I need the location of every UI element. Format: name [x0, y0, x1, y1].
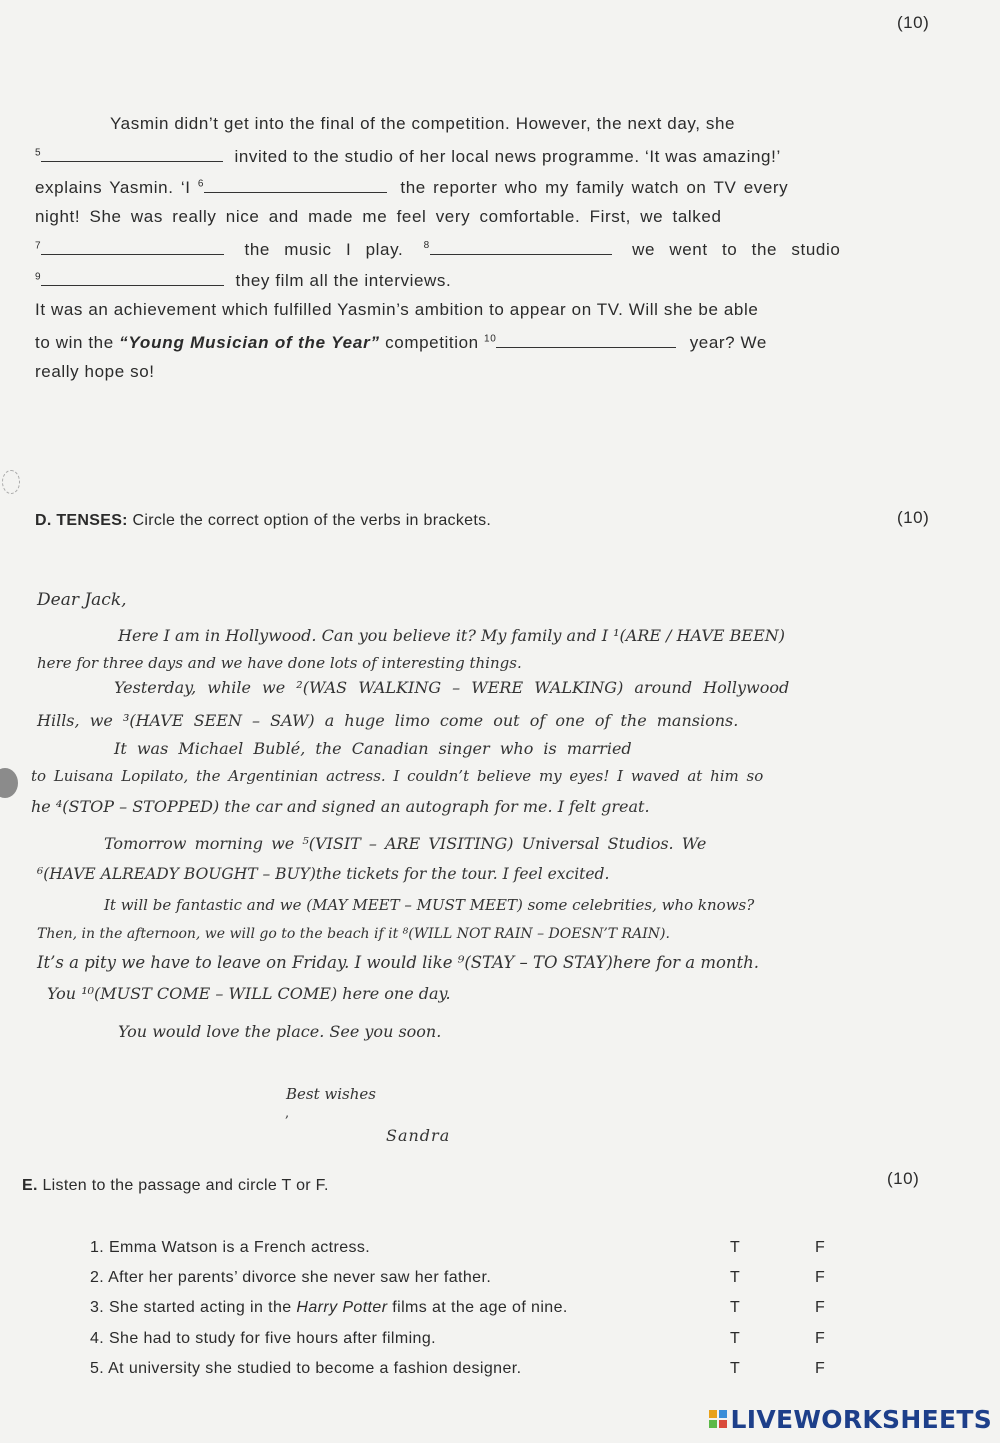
- section-e-heading: E. Listen to the passage and circle T or F.: [22, 1177, 329, 1194]
- section-d-heading: D. TENSES: Circle the correct option of the verbs in brackets.: [35, 512, 492, 529]
- passage-line-1: Yasmin didn’t get into the final of the competition. However, the next day, she: [110, 114, 736, 133]
- tf-item-4-false[interactable]: F: [815, 1330, 825, 1347]
- blank-10[interactable]: [496, 331, 676, 348]
- tf-item-3: 3. She started acting in the Harry Potter films at the age of nine.: [90, 1299, 568, 1316]
- letter-line-13[interactable]: You ¹⁰(MUST COME – WILL COME) here one day.: [47, 984, 451, 1003]
- blank-8-number: 8: [423, 240, 430, 252]
- logo-square: [709, 1410, 717, 1418]
- letter-line-10[interactable]: It will be fantastic and we (MAY MEET – MUST MEET) some celebrities, who knows?: [104, 896, 755, 914]
- passage-line-8: to win the “Young Musician of the Year” competition $^{10}$ year? We: [35, 333, 767, 352]
- section-d-score: (10): [897, 508, 930, 527]
- tf-item-5: 5. At university she studied to become a fashion designer.: [90, 1360, 522, 1377]
- logo-square: [719, 1420, 727, 1428]
- blank-6-number: 6: [197, 178, 205, 190]
- blank-7[interactable]: [41, 238, 224, 255]
- letter-closing-comma: ,: [285, 1106, 290, 1121]
- letter-line-4[interactable]: Hills, we ³(HAVE SEEN – SAW) a huge limo come out of one of the mansions.: [37, 711, 739, 730]
- harry-potter-title: Harry Potter: [296, 1299, 388, 1316]
- letter-line-7[interactable]: he ⁴(STOP – STOPPED) the car and signed an autograph for me. I felt great.: [31, 797, 650, 816]
- passage-line-7: It was an achievement which fulfilled Yasmin’s ambition to appear on TV. Will she be able: [35, 300, 759, 319]
- passage-line-9: really hope so!: [35, 362, 155, 381]
- letter-line-1[interactable]: Here I am in Hollywood. Can you believe it? My family and I ¹(ARE / HAVE BEEN): [118, 626, 785, 645]
- blank-9-number: 9: [35, 271, 42, 283]
- edge-mark: [2, 470, 20, 494]
- tf-item-2-false[interactable]: F: [815, 1269, 825, 1286]
- tf-item-4: 4. She had to study for five hours after filming.: [90, 1330, 436, 1347]
- tf-item-4-true[interactable]: T: [730, 1330, 740, 1347]
- letter-greeting: Dear Jack,: [37, 590, 127, 610]
- passage-line-5: $^7$ the music I play. $^8$ we went to the studio: [35, 240, 841, 259]
- liveworksheets-logo: [709, 1405, 992, 1433]
- letter-line-2: here for three days and we have done lots of interesting things.: [37, 654, 522, 672]
- passage-line-3: explains Yasmin. ‘I $^6$ the reporter who my family watch on TV every: [35, 178, 789, 197]
- logo-text: LIVEWORKSHEETS: [730, 1404, 992, 1434]
- letter-line-6: to Luisana Lopilato, the Argentinian actress. I couldn’t believe my eyes! I waved at him so: [31, 767, 764, 785]
- letter-line-12[interactable]: It’s a pity we have to leave on Friday. I would like ⁹(STAY – TO STAY)here for a month.: [37, 953, 760, 972]
- letter-line-8[interactable]: Tomorrow morning we ⁵(VISIT – ARE VISITING) Universal Studios. We: [104, 834, 707, 853]
- tf-item-1-true[interactable]: T: [730, 1239, 740, 1256]
- passage-line-4: night! She was really nice and made me feel very comfortable. First, we talked: [35, 207, 722, 226]
- tf-item-5-false[interactable]: F: [815, 1360, 825, 1377]
- section-e-score: (10): [887, 1169, 920, 1188]
- logo-square: [719, 1410, 727, 1418]
- tf-item-3-false[interactable]: F: [815, 1299, 825, 1316]
- competition-title: “Young Musician of the Year”: [119, 333, 380, 352]
- tf-item-2-true[interactable]: T: [730, 1269, 740, 1286]
- letter-line-3[interactable]: Yesterday, while we ²(WAS WALKING – WERE WALKING) around Hollywood: [114, 678, 790, 697]
- section-c-score: (10): [897, 13, 930, 32]
- letter-line-14: You would love the place. See you soon.: [118, 1022, 442, 1041]
- letter-line-11[interactable]: Then, in the afternoon, we will go to the beach if it ⁸(WILL NOT RAIN – DOESN’T RAIN).: [37, 926, 670, 942]
- letter-line-5: It was Michael Bublé, the Canadian singer who is married: [114, 739, 632, 758]
- punch-hole: [0, 768, 18, 798]
- blank-7-number: 7: [35, 240, 42, 252]
- passage-line-2: $^5$ invited to the studio of her local news programme. ‘It was amazing!’: [35, 147, 781, 166]
- letter-line-9[interactable]: ⁶(HAVE ALREADY BOUGHT – BUY)the tickets for the tour. I feel excited.: [37, 865, 610, 883]
- letter-closing: Best wishes: [286, 1085, 376, 1103]
- letter-signature: Sandra: [386, 1126, 451, 1145]
- logo-square: [709, 1420, 717, 1428]
- blank-9[interactable]: [41, 269, 224, 286]
- passage-line-6: $^9$ they film all the interviews.: [35, 271, 452, 290]
- blank-5[interactable]: [41, 145, 223, 162]
- tf-item-2: 2. After her parents’ divorce she never saw her father.: [90, 1269, 492, 1286]
- blank-8[interactable]: [430, 238, 612, 255]
- logo-squares-icon: [709, 1410, 727, 1428]
- tf-item-3-true[interactable]: T: [730, 1299, 740, 1316]
- tf-item-1: 1. Emma Watson is a French actress.: [90, 1239, 371, 1256]
- tf-item-5-true[interactable]: T: [730, 1360, 740, 1377]
- blank-6[interactable]: [204, 176, 387, 193]
- blank-10-number: 10: [484, 333, 497, 345]
- tf-item-1-false[interactable]: F: [815, 1239, 825, 1256]
- blank-5-number: 5: [35, 147, 42, 159]
